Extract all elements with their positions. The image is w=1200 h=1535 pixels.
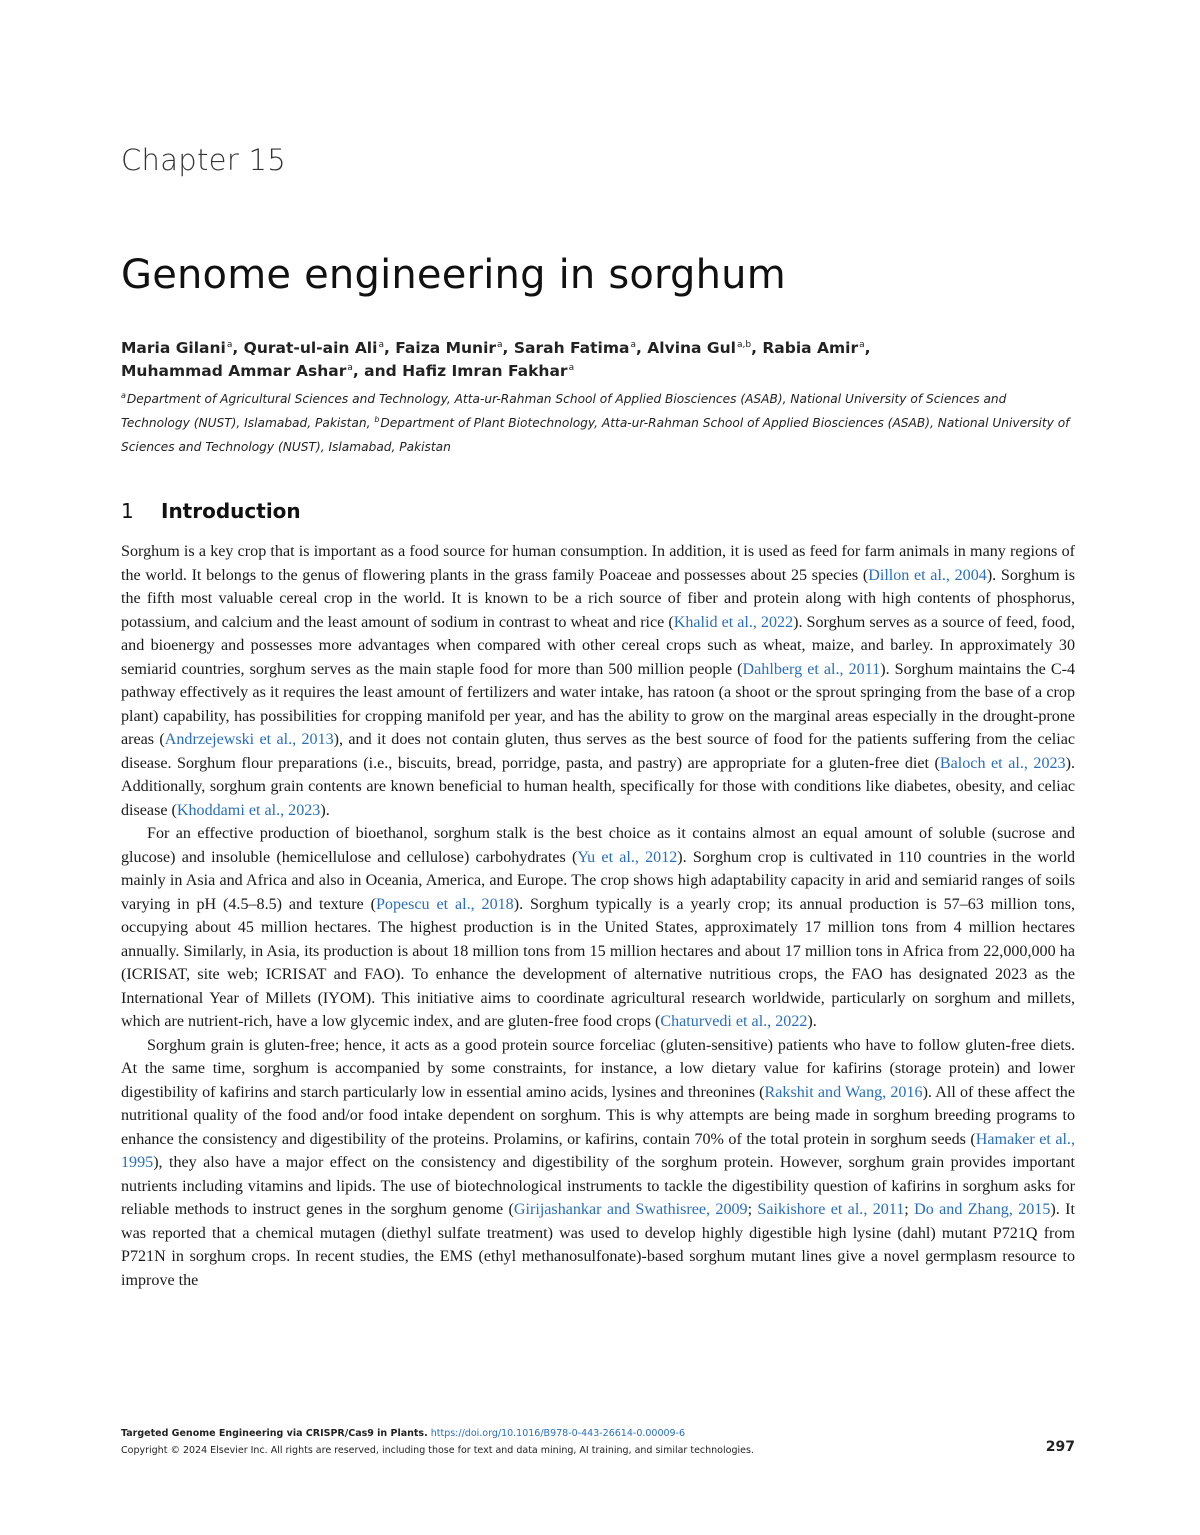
section-heading bbox=[121, 499, 301, 523]
citation-link[interactable]: Baloch et al., 2023 bbox=[939, 754, 1066, 772]
affiliation-marker-a: a bbox=[121, 391, 126, 400]
paragraph-text: For an effective production of bioethanol, sorghum stalk is the best choice as it contains almost an equal amount of soluble (sucrose and glucose) and insoluble (hemicellulose and cellulose) carbohydrates ( bbox=[121, 825, 1075, 866]
paragraph-text: ), and it does not contain gluten, thus serves as the best source of food for the patients suffering from the celiac disease. Sorghum flour preparations (i.e., biscuits, bread, porridge, pasta, and pastry) are appropriate for a gluten-free diet ( bbox=[121, 731, 1075, 772]
citation-link[interactable]: Do and Zhang, 2015 bbox=[914, 1201, 1051, 1218]
paragraph-text: ). Sorghum serves as a source of feed, food, and bioenergy and possesses more advantages when compared with other cereal crops such as wheat, maize, and barley. In approximately 30 semiarid countries, sorghum serves as the main staple food for more than 500 million people ( bbox=[121, 613, 1075, 678]
chapter-title: Genome engineering in sorghum bbox=[121, 252, 786, 298]
author-list bbox=[121, 337, 1075, 383]
author-separator: , bbox=[383, 339, 396, 357]
citation-link[interactable]: Dahlberg et al., 2011 bbox=[742, 660, 881, 678]
author-separator: , bbox=[232, 339, 244, 357]
affiliation-b: Department of Plant Biotechnology, Atta-ur-Rahman School of Applied Biosciences (ASAB), National University of Sciences and Technology (NUST), Islamabad, Pakistan bbox=[121, 416, 1070, 454]
citation-link[interactable]: Rakshit and Wang, 2016 bbox=[764, 1083, 923, 1101]
paragraph-text: ), they also have a major effect on the consistency and digestibility of the sorghum protein. However, sorghum grain provides important nutrients including vitamins and lipids. The use of biotechnological instruments to tackle the digestibility question of kafirins in sorghum asks for reliable methods to instruct genes in the sorghum genome ( bbox=[121, 1154, 1075, 1218]
citation-link[interactable]: Khalid et al., 2022 bbox=[673, 613, 794, 631]
citation-link[interactable]: Chaturvedi et al., 2022 bbox=[660, 1013, 808, 1030]
paragraph-text: ). Sorghum maintains the C-4 pathway effectively as it requires the least amount of fertilizers and water intake, has ratoon (a shoot or the sprout springing from the base of a crop plant) capability, has possibilities for cropping manifold per year, and has the ability to grow on the marginal areas especially in the drought-prone areas ( bbox=[121, 660, 1075, 748]
body-paragraph bbox=[121, 1034, 1075, 1293]
author-affiliation-marker: a bbox=[226, 340, 233, 350]
citation-link[interactable]: Khoddami et al., 2023 bbox=[176, 801, 321, 819]
section-title: Introduction bbox=[161, 499, 301, 523]
paragraph-text: ). bbox=[320, 801, 330, 819]
author-affiliation-marker: a bbox=[378, 340, 384, 350]
paragraph-text: Sorghum is a key crop that is important as a food source for human consumption. In addition, it is used as feed for farm animals in many regions of the world. It belongs to the genus of flowering plants in the grass family Poaceae and possesses about 25 species ( bbox=[121, 543, 1075, 584]
citation-link[interactable]: Andrzejewski et al., 2013 bbox=[164, 731, 334, 748]
author-line-2 bbox=[121, 360, 1075, 383]
author-separator: , bbox=[864, 339, 871, 357]
author-name: Alvina Gul bbox=[647, 339, 736, 357]
author-name: Rabia Amir bbox=[762, 339, 859, 357]
author-name: Sarah Fatima bbox=[513, 339, 630, 357]
copyright-notice: Copyright © 2024 Elsevier Inc. All rights are reserved, including those for text and data mining, AI training, and similar technologies. bbox=[121, 1445, 754, 1456]
author-name: Muhammad Ammar Ashar bbox=[121, 362, 347, 380]
section-number: 1 bbox=[121, 499, 134, 523]
citation-link[interactable]: Popescu et al., 2018 bbox=[375, 895, 514, 913]
author-name: Faiza Munir bbox=[395, 339, 497, 357]
citation-link[interactable]: Hamaker et al., 1995 bbox=[121, 1130, 1075, 1171]
paragraph-text: ). Additionally, sorghum grain contents are known beneficial to human health, specifically for those with conditions like diabetes, obesity, and celiac disease ( bbox=[121, 754, 1075, 819]
footer-citation-line bbox=[121, 1425, 1075, 1442]
page-number: 297 bbox=[1045, 1439, 1075, 1455]
author-affiliation-marker: a bbox=[630, 340, 636, 350]
body-paragraph bbox=[121, 822, 1075, 1034]
affiliation-marker-b: b bbox=[374, 415, 380, 424]
author-name: Maria Gilani bbox=[121, 339, 226, 357]
paragraph-text: ). bbox=[807, 1013, 817, 1030]
book-title: Targeted Genome Engineering via CRISPR/Cas9 in Plants. bbox=[121, 1428, 428, 1439]
author-separator: , bbox=[636, 339, 648, 357]
author-affiliation-marker: a bbox=[568, 363, 575, 373]
doi-link[interactable]: https://doi.org/10.1016/B978-0-443-26614-0.00009-6 bbox=[430, 1428, 686, 1439]
author-affiliation-marker: a,b bbox=[736, 340, 752, 350]
chapter-label: Chapter 15 bbox=[121, 143, 287, 177]
author-affiliation-marker: a bbox=[347, 363, 353, 373]
affiliations bbox=[121, 387, 1075, 459]
author-affiliation-marker: a bbox=[859, 340, 865, 350]
paragraph-text: ). Sorghum is the fifth most valuable cereal crop in the world. It is known to be a rich source of fiber and protein along with high contents of phosphorus, potassium, and calcium and the least amount of sodium in contrast to wheat and rice ( bbox=[121, 566, 1076, 631]
citation-link[interactable]: Dillon et al., 2004 bbox=[868, 566, 987, 584]
citation-link[interactable]: Girijashankar and Swathisree, 2009 bbox=[513, 1201, 748, 1218]
body-paragraph bbox=[121, 540, 1075, 822]
page-footer bbox=[121, 1425, 1075, 1459]
paragraph-text: ; bbox=[904, 1201, 915, 1218]
paragraph-text: ). Sorghum crop is cultivated in 110 countries in the world mainly in Asia and Africa and also in Oceania, America, and Europe. The crop shows high adaptability capacity in arid and semiarid ranges of soils varying in pH (4.5–8.5) and texture ( bbox=[121, 848, 1075, 913]
author-name: Hafiz Imran Fakhar bbox=[402, 362, 568, 380]
paragraph-text: ). It was reported that a chemical mutagen (diethyl sulfate treatment) was used to develop highly digestible high lysine (dahl) mutant P721Q from P721N in sorghum crops. In recent studies, the EMS (ethyl methanosulfonate)-based sorghum mutant lines give a novel germplasm resource to improve the bbox=[121, 1201, 1075, 1289]
author-line-1 bbox=[121, 337, 1075, 360]
author-separator: , bbox=[751, 339, 763, 357]
body-text bbox=[121, 540, 1075, 1292]
paragraph-text: Sorghum grain is gluten-free; hence, it acts as a good protein source forceliac (gluten-sensitive) patients who have to follow gluten-free diets. At the same time, sorghum is accompanied by some constraints, for instance, a low dietary value for kafirins (storage protein) and lower digestibility of kafirins and starch particularly low in essential amino acids, lysines and threonines ( bbox=[121, 1036, 1075, 1101]
author-separator: , and bbox=[352, 362, 403, 380]
paragraph-text: ). Sorghum typically is a yearly crop; its annual production is 57–63 million tons, occupying about 45 million hectares. The highest production is in the United States, approximately 17 million tons from 4 million hectares annually. Similarly, in Asia, its production is about 18 million tons from 15 million hectares and about 17 million tons in Africa from 22,000,000 ha (ICRISAT, site web; ICRISAT and FAO). To enhance the development of alternative nutritious crops, the FAO has designated 2023 as the International Year of Millets (IYOM). This initiative aims to coordinate agricultural research worldwide, particularly on sorghum and millets, which are nutrient-rich, have a low glycemic index, and are gluten-free food crops ( bbox=[121, 895, 1075, 1030]
author-separator: , bbox=[502, 339, 514, 357]
affiliation-a: Department of Agricultural Sciences and Technology, Atta-ur-Rahman School of Applied Biosciences (ASAB), National University of Sciences and Technology (NUST), Islamabad, Pakistan, bbox=[121, 392, 1007, 430]
citation-link[interactable]: Yu et al., 2012 bbox=[577, 848, 678, 866]
author-affiliation-marker: a bbox=[497, 340, 503, 350]
citation-link[interactable]: Saikishore et al., 2011 bbox=[757, 1201, 905, 1218]
paragraph-text: ; bbox=[747, 1201, 758, 1218]
author-name: Qurat-ul-ain Ali bbox=[243, 339, 378, 357]
document-page bbox=[121, 0, 1075, 1535]
paragraph-text: ). All of these affect the nutritional quality of the food and/or food intake dependent on sorghum. This is why attempts are being made in sorghum breeding programs to enhance the consistency and digestibility of the proteins. Prolamins, or kafirins, contain 70% of the total protein in sorghum seeds ( bbox=[121, 1083, 1075, 1148]
